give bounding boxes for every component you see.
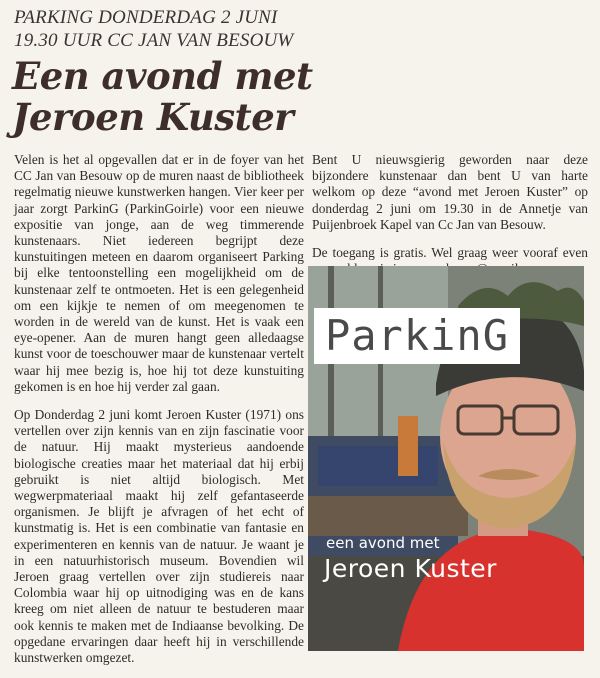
headline-line-1: Een avond met xyxy=(12,54,313,98)
photo-caption-small: een avond met xyxy=(326,534,440,552)
kicker-line-1: PARKING DONDERDAG 2 JUNI xyxy=(14,7,278,28)
paragraph-registration: De toegang is gratis. Wel graag weer vooraf even xyxy=(312,245,588,261)
event-photo xyxy=(308,266,584,651)
headline-line-2: Jeroen Kuster xyxy=(12,95,294,139)
photo-caption-name: Jeroen Kuster xyxy=(324,554,497,583)
article-column-left xyxy=(14,152,304,678)
headline xyxy=(12,56,572,138)
parking-logo: ParkinG xyxy=(314,308,520,364)
kicker-line-2: 19.30 UUR CC JAN VAN BESOUW xyxy=(14,30,294,51)
paragraph-intro: Velen is het al opgevallen dat er in de foyer van het CC Jan van Besouw op de muren naast de bibliotheek regelmatig nieuwe kunstwerken hangen. Vier keer per jaar zorgt ParkinG (ParkinGoirle) voor een nieuwe expositie van jonge, aan de weg timmerende kunstenaars. Niet iedereen begrijpt deze kunstuitingen meteen en daarom organiseert Parking bij elke tentoonstelling een mogelijkheid om de kunstenaar zelf te ontmoeten. Het is een gelegenheid om een kijkje te nemen of om meegenomen te worden in de wereld van de kunst. Het is vaak een eye-opener. Aan de muren hangt geen alledaagse kunst voor de toeschouwer maar de kunstenaar vertelt waar hij mee bezig is, hoe hij tot deze kunstuiting gekomen is en hoe hij verder zal gaan. xyxy=(14,152,304,394)
paragraph-invitation: Bent U nieuwsgierig geworden naar deze bijzondere kunstenaar dan bent U van harte welkom op deze “avond met Jeroen Kuster” op donderdag 2 juni om 19.30 in de Annetje van Puijenbroek Kapel van Cc Jan van Besouw. xyxy=(312,152,588,232)
paragraph-artist: Op Donderdag 2 juni komt Jeroen Kuster (1971) ons vertellen over zijn kennis van en zijn fascinatie voor de natuur. Hij maakt mysterieus aandoende biologische creaties maar het materiaal dat hij erbij gebruikt is niet altijd biologisch. Met wegwerpmateriaal maakt hij zelf gefantaseerde organismen. Je blijft je afvragen of het echt of kunstmatig is. Het is een combinatie van fantasie en experimenteren en kennis van de natuur. Je waant je in een natuurhistorisch museum. Bovendien wil Jeroen graag vertellen over zijn studiereis naar Colombia waar hij op uitnodiging was en de kans kreeg om niet alleen de natuur te bestuderen maar ook kennis te maken met de Indiaanse bevolking. De opgedane ervaringen daar heeft hij in verschillende kunstwerken omgezet. xyxy=(14,407,304,666)
kicker xyxy=(14,6,414,52)
